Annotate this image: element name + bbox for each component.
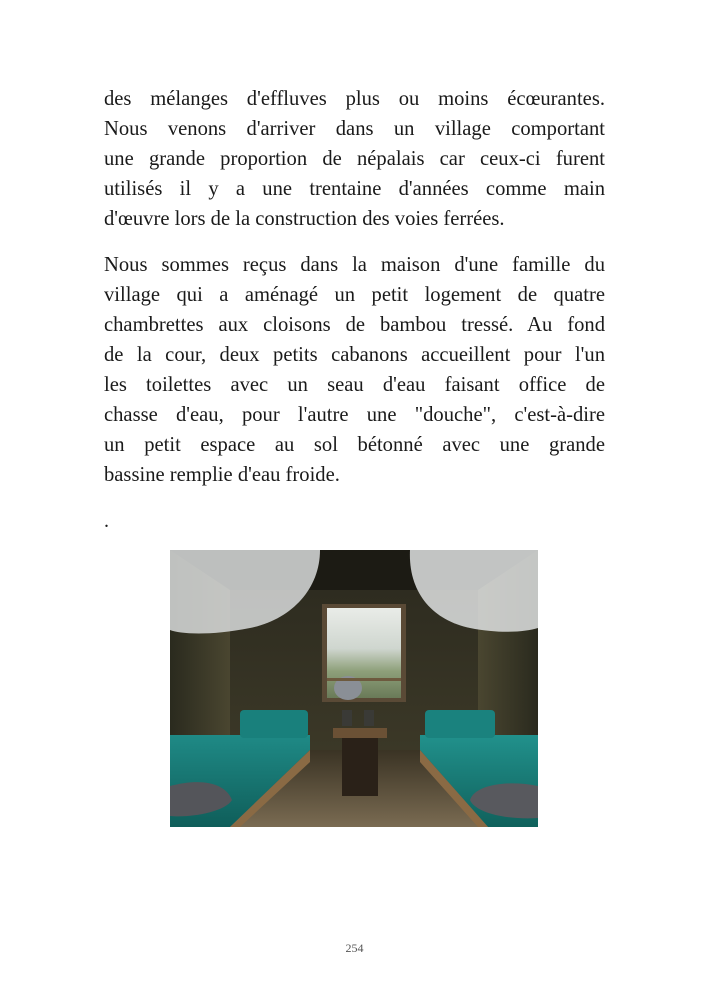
text-line: les toilettes avec un seau d'eau faisant office de bbox=[104, 374, 605, 396]
page-number: 254 bbox=[345, 941, 364, 955]
text-line: une grande proportion de népalais car ceux-ci furent bbox=[104, 148, 605, 170]
text-line: un petit espace au sol bétonné avec une grande bbox=[104, 434, 605, 456]
text-line: chasse d'eau, pour l'autre une "douche", c'est-à-dire bbox=[104, 404, 605, 426]
text-line: utilisés il y a une trentaine d'années comme main bbox=[104, 178, 605, 200]
bedroom-photo bbox=[170, 550, 538, 827]
text-line: Nous venons d'arriver dans un village comportant bbox=[104, 118, 605, 140]
text-line: Nous sommes reçus dans la maison d'une famille du bbox=[104, 254, 605, 276]
separator-dot: . bbox=[104, 510, 109, 532]
text-line: bassine remplie d'eau froide. bbox=[104, 464, 340, 486]
text-line: des mélanges d'effluves plus ou moins écœurantes. bbox=[104, 88, 605, 110]
text-line: chambrettes aux cloisons de bambou tressé. Au fond bbox=[104, 314, 605, 336]
text-line: de la cour, deux petits cabanons accueillent pour l'un bbox=[104, 344, 605, 366]
paragraph-1 bbox=[104, 84, 605, 234]
text-line: village qui a aménagé un petit logement de quatre bbox=[104, 284, 605, 306]
paragraph-2 bbox=[104, 250, 605, 490]
text-line: d'œuvre lors de la construction des voies ferrées. bbox=[104, 208, 505, 230]
